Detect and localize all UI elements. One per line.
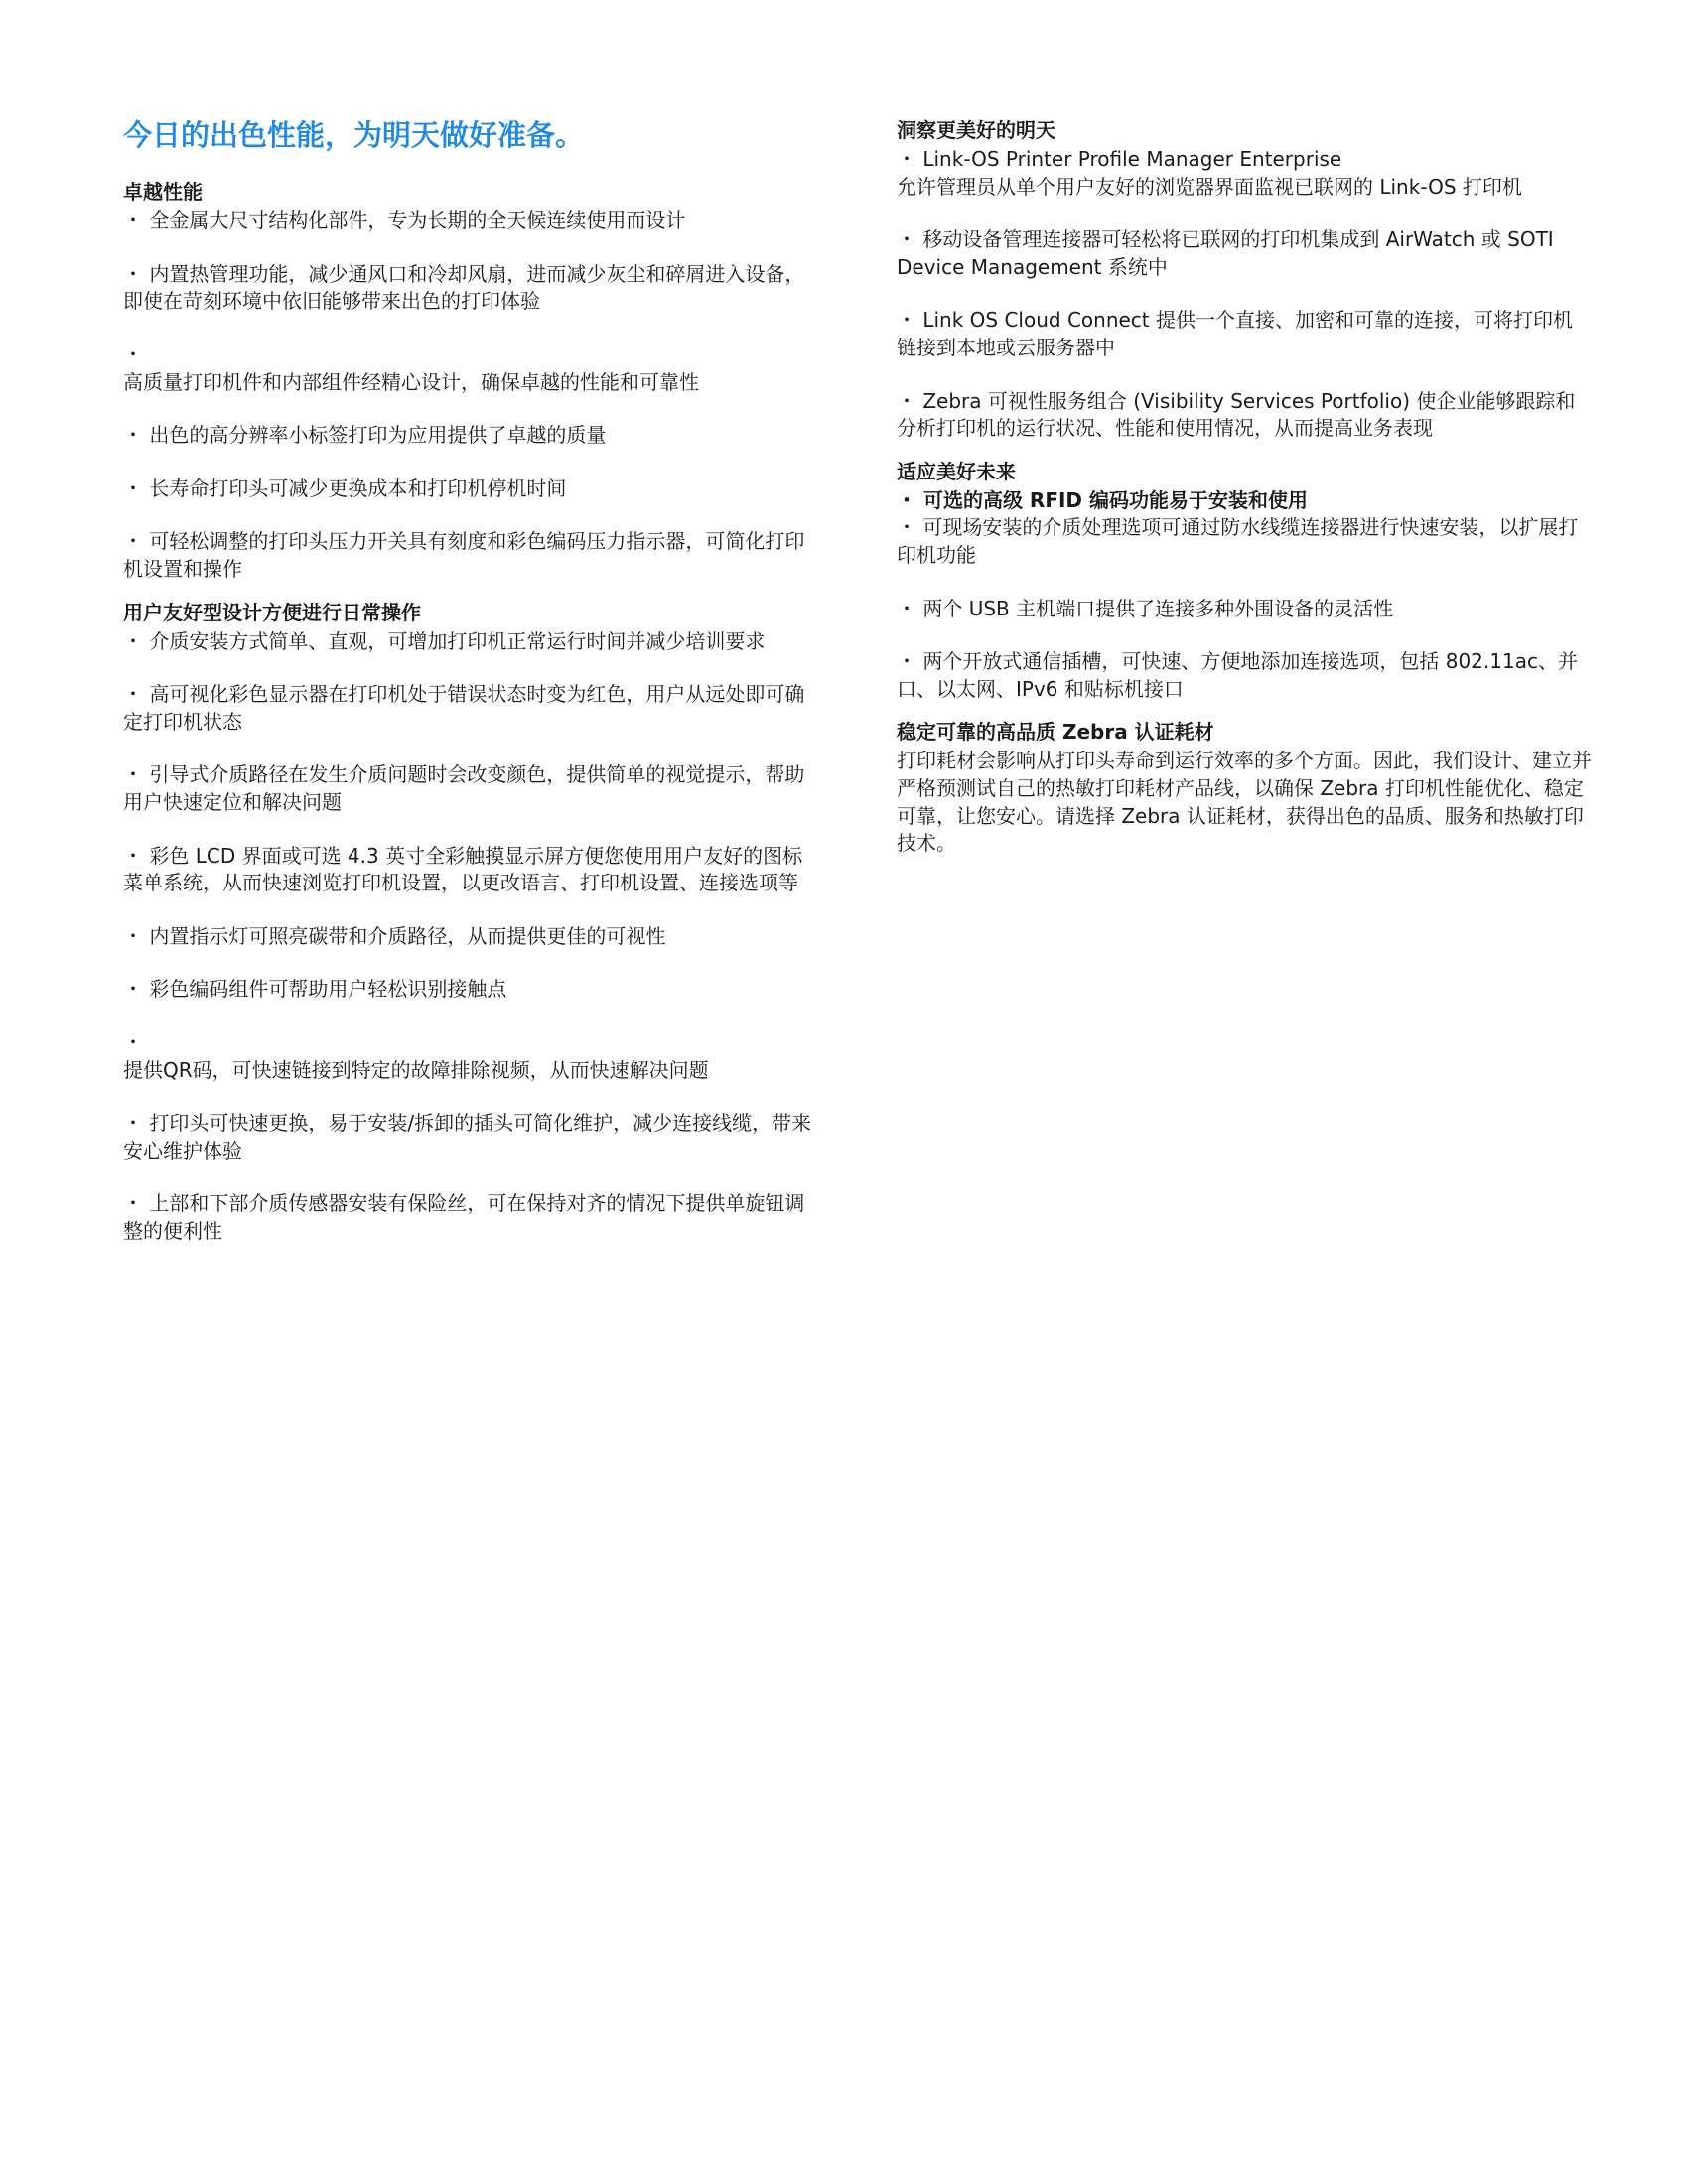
list-item: ・ 出色的高分辨率小标签打印为应用提供了卓越的质量 [123, 423, 607, 448]
list-item: ・ 高可视化彩色显示器在打印机处于错误状态时变为红色，用户从远处即可确定打印机状态 [123, 682, 805, 734]
list-item: ・ 内置热管理功能，减少通风口和冷却风扇，进而减少灰尘和碎屑进入设备，即使在苛刻环境中依旧能够带来出色的打印体验 [123, 261, 805, 314]
list-item-rfid: ・ 可选的高级 RFID 编码功能易于安装和使用 [897, 487, 1308, 512]
section-heading: 洞察更美好的明天 [897, 118, 1055, 142]
section-performance [123, 179, 818, 583]
list-item: ・ 可轻松调整的打印头压力开关具有刻度和彩色编码压力指示器，可简化打印机设置和操作 [123, 529, 805, 581]
list-item: ・ 内置指示灯可照亮碳带和介质路径，从而提供更佳的可视性 [123, 923, 666, 948]
right-column [897, 117, 1592, 874]
list-item: ・ 引导式介质路径在发生介质问题时会改变颜色，提供简单的视觉提示，帮助用户快速定位和解决问题 [123, 762, 805, 814]
list-item: ・ 两个开放式通信插槽，可快速、方便地添加连接选项，包括 802.11ac、并口、以太网、IPv6 和贴标机接口 [897, 649, 1578, 701]
list-item: ・ 可现场安装的介质处理选项可通过防水线缆连接器进行快速安装，以扩展打印机功能 [897, 515, 1579, 567]
list-item: ・ 全金属大尺寸结构化部件，专为长期的全天候连续使用而设计 [123, 208, 686, 233]
section-supplies [897, 719, 1592, 857]
list-item: ・ 移动设备管理连接器可轻松将已联网的打印机集成到 AirWatch 或 SOTI Device Management 系统中 [897, 227, 1561, 279]
section-heading: 稳定可靠的高品质 Zebra 认证耗材 [897, 720, 1214, 745]
section-heading: 适应美好未来 [897, 459, 1016, 483]
section-insight [897, 117, 1592, 443]
section-user-friendly [123, 600, 818, 1246]
list-item: ・ Link-OS Printer Profile Manager Enterprise 允许管理员从单个用户友好的浏览器界面监视已联网的 Link-OS 打印机 [897, 147, 1522, 199]
list-item: ・ 彩色编码组件可帮助用户轻松识别接触点 [123, 977, 507, 1002]
list-item: ・ 提供QR码，可快速链接到特定的故障排除视频，从而快速解决问题 [123, 1029, 709, 1082]
section-heading: 用户友好型设计方便进行日常操作 [123, 600, 421, 624]
section-future [897, 459, 1592, 704]
list-item: ・ 上部和下部介质传感器安装有保险丝，可在保持对齐的情况下提供单旋钮调整的便利性 [123, 1191, 805, 1243]
list-item: ・ 打印头可快速更换，易于安装/拆卸的插头可简化维护，减少连接线缆，带来安心维护体验 [123, 1111, 812, 1162]
left-column [123, 117, 818, 1262]
supplies-paragraph: 打印耗材会影响从打印头寿命到运行效率的多个方面。因此，我们设计、建立并严格预测试自己的热敏打印耗材产品线，以确保 Zebra 打印机性能优化、稳定可靠，让您安心。请选择 Zebra 认证耗材，获得出色的品质、服务和热敏打印技术。 [897, 749, 1592, 856]
list-item: ・ Link OS Cloud Connect 提供一个直接、加密和可靠的连接，可将打印机链接到本地或云服务器中 [897, 308, 1574, 359]
list-item: ・ 两个 USB 主机端口提供了连接多种外围设备的灵活性 [897, 596, 1394, 620]
list-item: ・ 介质安装方式简单、直观，可增加打印机正常运行时间并减少培训要求 [123, 628, 766, 653]
list-item: ・ 高质量打印机件和内部组件经精心设计，确保卓越的性能和可靠性 [123, 342, 699, 394]
list-item: ・ 长寿命打印头可减少更换成本和打印机停机时间 [123, 476, 567, 500]
section-heading: 卓越性能 [123, 180, 203, 205]
list-item: ・ Zebra 可视性服务组合 (Visibility Services Portfolio) 使企业能够跟踪和分析打印机的运行状况、性能和使用情况，从而提高业务表现 [897, 388, 1576, 441]
list-item: ・ 彩色 LCD 界面或可选 4.3 英寸全彩触摸显示屏方便您使用用户友好的图标菜单系统，从而快速浏览打印机设置，以更改语言、打印机设置、连接选项等 [123, 843, 803, 895]
page-title: 今日的出色性能，为明天做好准备。 [123, 118, 585, 152]
